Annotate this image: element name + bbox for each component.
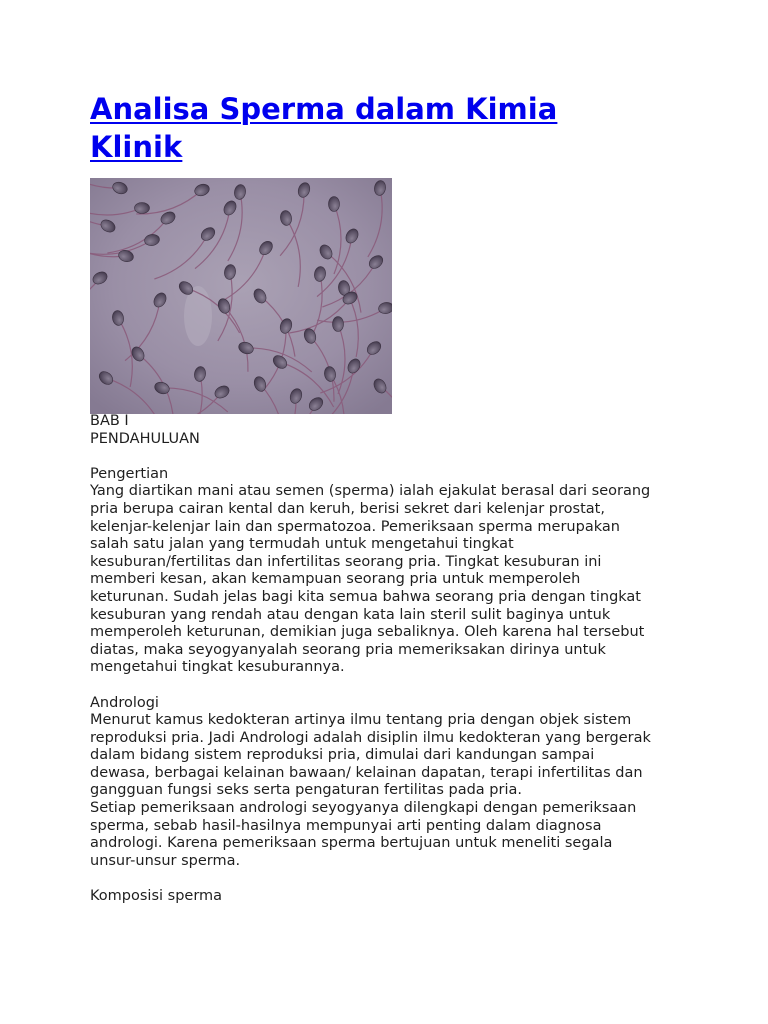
section-heading-komposisi: Komposisi sperma (90, 888, 223, 905)
paragraph-line: unsur-unsur sperma. (90, 852, 241, 869)
sperm-head (135, 203, 150, 214)
paragraph-line: mengetahui tingkat kesuburannya. (90, 659, 345, 676)
document-title[interactable] (90, 90, 690, 166)
title-line-1[interactable]: Analisa Sperma dalam Kimia (90, 92, 558, 126)
sperm-head (329, 197, 340, 212)
paragraph-line: Menurut kamus kedokteran artinya ilmu tentang pria dengan objek sistem (90, 712, 632, 729)
paragraph-line: diatas, maka seyogyanyalah seorang pria memeriksakan dirinya untuk (90, 641, 606, 658)
microscope-photo-icon (90, 178, 392, 414)
paragraph-line: sperma, sebab hasil-hasilnya mempunyai arti penting dalam diagnosa (90, 817, 602, 834)
section-heading-andrologi: Andrologi (90, 694, 159, 711)
paragraph-line: keturunan. Sudah jelas bagi kita semua bahwa seorang pria dengan tingkat (90, 588, 641, 605)
section-body-pengertian (90, 483, 690, 677)
paragraph-line: kesuburan/fertilitas dan infertilitas seorang pria. Tingkat kesuburan ini (90, 553, 602, 570)
section-body-andrologi (90, 712, 690, 870)
title-link[interactable] (90, 92, 557, 164)
section-heading-pengertian: Pengertian (90, 465, 169, 482)
title-line-2[interactable]: Klinik (90, 130, 183, 164)
paragraph-line: pria berupa cairan kental dan keruh, berisi sekret dari kelenjar prostat, (90, 500, 605, 517)
chapter-title: PENDAHULUAN (90, 430, 200, 447)
paragraph-line: dalam bidang sistem reproduksi pria, dimulai dari kandungan sampai (90, 747, 595, 764)
sperm-micrograph-image (90, 178, 392, 414)
paragraph-line: memberi kesan, akan kemampuan seorang pria untuk memperoleh (90, 571, 581, 588)
paragraph-line: reproduksi pria. Jadi Andrologi adalah disiplin ilmu kedokteran yang bergerak (90, 729, 651, 746)
paragraph-line: andrologi. Karena pemeriksaan sperma bertujuan untuk meneliti segala (90, 835, 613, 852)
sperm-head (333, 317, 344, 332)
paragraph-line: kelenjar-kelenjar lain dan spermatozoa. Pemeriksaan sperma merupakan (90, 518, 620, 535)
paragraph-line: kesuburan yang rendah atau dengan kata lain steril sulit baginya untuk (90, 606, 611, 623)
paragraph-line: gangguan fungsi seks serta pengaturan fertilitas pada pria. (90, 782, 522, 799)
paragraph-line: Yang diartikan mani atau semen (sperma) ialah ejakulat berasal dari seorang (90, 483, 651, 500)
chapter-label: BAB I (90, 413, 129, 429)
paragraph-line: memperoleh keturunan, demikian juga sebaliknya. Oleh karena hal tersebut (90, 624, 645, 641)
paragraph-line: dewasa, berbagai kelainan bawaan/ kelainan dapatan, terapi infertilitas dan (90, 764, 643, 781)
document-body (90, 413, 690, 906)
paragraph-line: Setiap pemeriksaan andrologi seyogyanya dilengkapi dengan pemeriksaan (90, 800, 637, 817)
paragraph-line: salah satu jalan yang termudah untuk mengetahui tingkat (90, 536, 514, 553)
